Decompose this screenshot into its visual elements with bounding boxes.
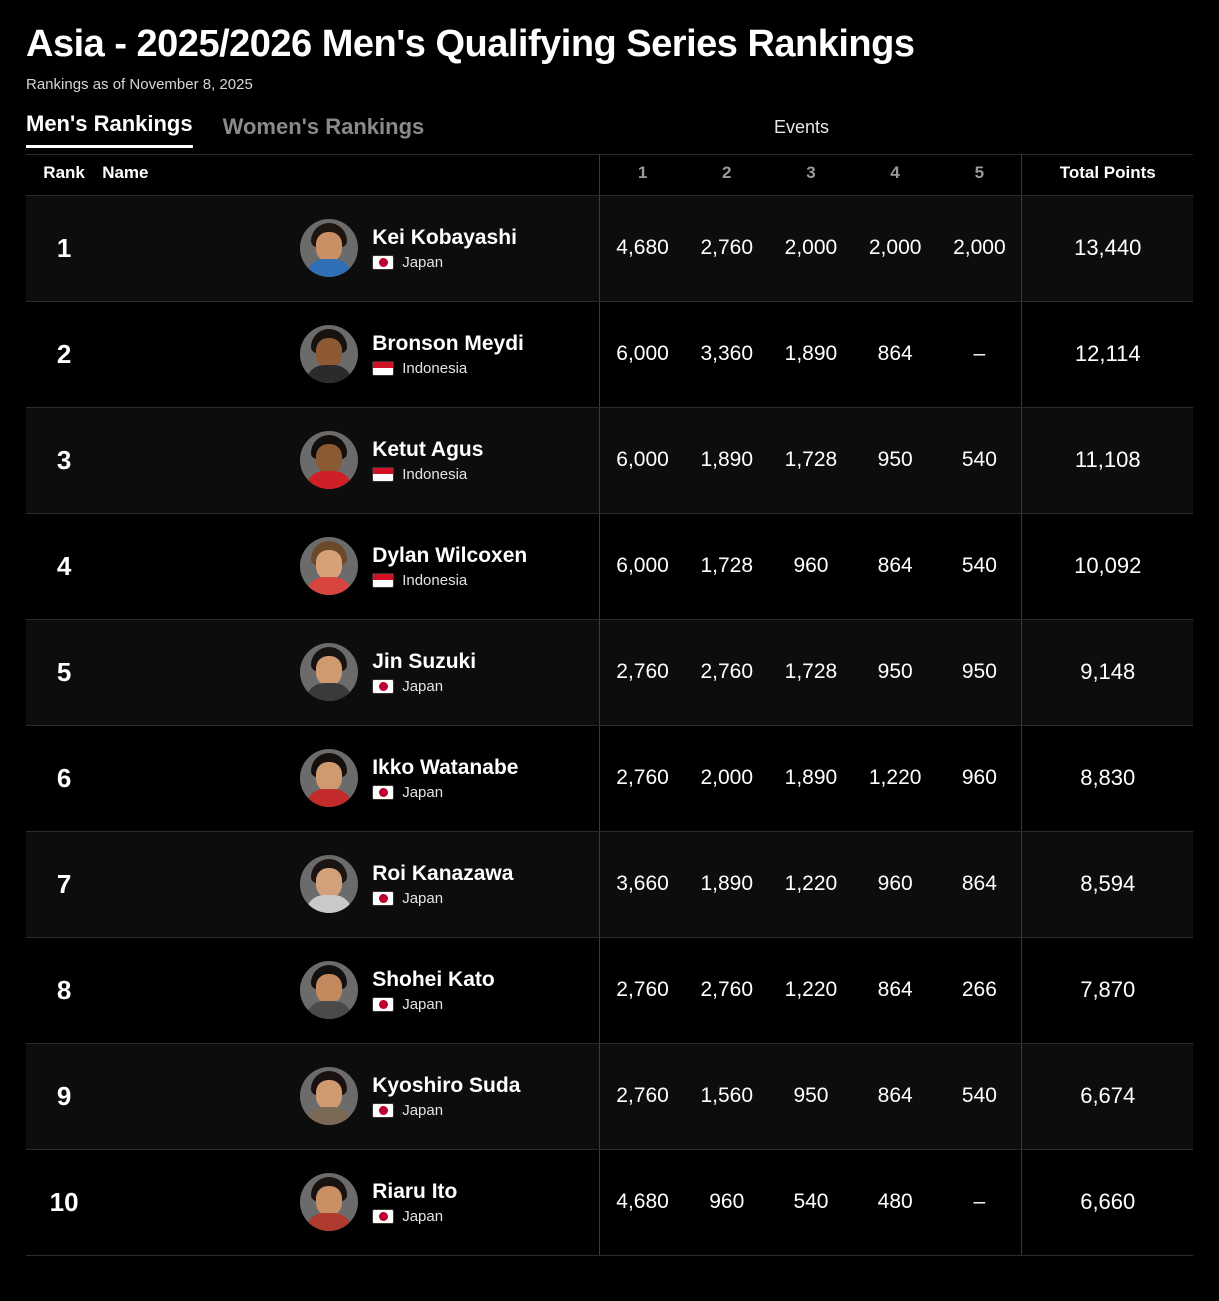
row-event-1: 2,760 [600, 937, 685, 1043]
athlete [102, 537, 598, 595]
athlete-country [372, 890, 513, 907]
row-event-1: 4,680 [600, 1149, 685, 1255]
flag-japan-icon [372, 1103, 394, 1118]
column-header-event-5: 5 [937, 154, 1022, 195]
row-event-4: 864 [853, 937, 937, 1043]
athlete-name: Ikko Watanabe [372, 755, 519, 779]
row-rank: 5 [26, 619, 102, 725]
row-event-2: 2,760 [685, 619, 769, 725]
events-group-label: Events [774, 116, 830, 137]
tab-womens-rankings[interactable]: Women's Rankings [222, 113, 425, 139]
row-name-cell [102, 619, 600, 725]
row-event-4: 1,220 [853, 725, 937, 831]
row-rank: 4 [26, 513, 102, 619]
row-event-2: 2,000 [685, 725, 769, 831]
row-rank: 7 [26, 831, 102, 937]
athlete-country [372, 1102, 520, 1119]
country-label: Indonesia [402, 465, 468, 483]
row-event-2: 2,760 [685, 937, 769, 1043]
country-label: Japan [402, 783, 444, 801]
row-event-1: 2,760 [600, 619, 685, 725]
row-event-4: 864 [853, 513, 937, 619]
flag-japan-icon [372, 891, 394, 906]
row-event-2: 1,890 [685, 831, 769, 937]
country-label: Japan [402, 1207, 444, 1225]
row-event-5: 2,000 [937, 195, 1022, 301]
row-name-cell [102, 725, 600, 831]
row-event-3: 2,000 [769, 195, 853, 301]
row-event-3: 950 [769, 1043, 853, 1149]
row-event-1: 4,680 [600, 195, 685, 301]
row-name-cell [102, 301, 600, 407]
flag-japan-icon [372, 1209, 394, 1224]
athlete-country [372, 466, 483, 483]
athlete-name: Kei Kobayashi [372, 225, 517, 249]
row-event-2: 1,728 [685, 513, 769, 619]
row-event-5: 540 [937, 1043, 1022, 1149]
row-name-cell [102, 407, 600, 513]
table-row[interactable] [26, 301, 1193, 407]
athlete-country [372, 784, 518, 801]
country-label: Japan [402, 677, 444, 695]
table-row[interactable] [26, 1043, 1193, 1149]
row-event-3: 1,728 [769, 407, 853, 513]
athlete-country [372, 254, 517, 271]
avatar [300, 325, 358, 383]
athlete-name: Shohei Kato [372, 967, 495, 991]
table-row[interactable] [26, 407, 1193, 513]
athlete-country [372, 360, 524, 377]
row-event-1: 6,000 [600, 513, 685, 619]
athlete-name: Jin Suzuki [372, 649, 477, 673]
column-header-rank: Rank [26, 154, 102, 195]
flag-japan-icon [372, 255, 394, 270]
row-event-5: 960 [937, 725, 1022, 831]
row-total-points: 11,108 [1022, 407, 1193, 513]
athlete-country [372, 996, 495, 1013]
column-header-event-2: 2 [685, 154, 769, 195]
table-row[interactable] [26, 937, 1193, 1043]
athlete [102, 1173, 598, 1231]
row-name-cell [102, 937, 600, 1043]
row-event-5: 266 [937, 937, 1022, 1043]
row-event-4: 480 [853, 1149, 937, 1255]
row-event-3: 1,220 [769, 937, 853, 1043]
row-rank: 2 [26, 301, 102, 407]
row-event-3: 1,220 [769, 831, 853, 937]
row-total-points: 8,830 [1022, 725, 1193, 831]
row-event-4: 864 [853, 1043, 937, 1149]
row-event-4: 864 [853, 301, 937, 407]
row-event-1: 2,760 [600, 1043, 685, 1149]
athlete-country [372, 572, 527, 589]
row-event-3: 960 [769, 513, 853, 619]
athlete-name: Ketut Agus [372, 437, 484, 461]
avatar [300, 961, 358, 1019]
row-total-points: 13,440 [1022, 195, 1193, 301]
flag-japan-icon [372, 785, 394, 800]
column-header-event-1: 1 [600, 154, 685, 195]
column-header-total-points: Total Points [1022, 154, 1193, 195]
row-name-cell [102, 831, 600, 937]
column-header-event-3: 3 [769, 154, 853, 195]
row-rank: 9 [26, 1043, 102, 1149]
rankings-tabs [26, 111, 1193, 148]
country-label: Japan [402, 995, 444, 1013]
avatar [300, 1173, 358, 1231]
rankings-table [26, 154, 1193, 1256]
country-label: Indonesia [402, 571, 468, 589]
row-event-5: 540 [937, 407, 1022, 513]
athlete [102, 219, 598, 277]
table-header-row [26, 154, 1193, 195]
row-rank: 3 [26, 407, 102, 513]
row-event-3: 540 [769, 1149, 853, 1255]
row-event-1: 6,000 [600, 407, 685, 513]
athlete [102, 431, 598, 489]
row-event-5: – [937, 301, 1022, 407]
row-event-3: 1,890 [769, 301, 853, 407]
flag-japan-icon [372, 997, 394, 1012]
avatar [300, 1067, 358, 1125]
tab-mens-rankings[interactable]: Men's Rankings [26, 111, 193, 148]
flag-indonesia-icon [372, 361, 394, 376]
athlete [102, 961, 598, 1019]
avatar [300, 537, 358, 595]
row-name-cell [102, 1149, 600, 1255]
row-rank: 10 [26, 1149, 102, 1255]
avatar [300, 219, 358, 277]
country-label: Japan [402, 253, 444, 271]
country-label: Japan [402, 1101, 444, 1119]
row-total-points: 12,114 [1022, 301, 1193, 407]
row-event-5: 864 [937, 831, 1022, 937]
athlete [102, 643, 598, 701]
row-event-2: 3,360 [685, 301, 769, 407]
athlete-name: Riaru Ito [372, 1179, 458, 1203]
column-header-name: Name [102, 154, 600, 195]
flag-indonesia-icon [372, 573, 394, 588]
row-total-points: 6,674 [1022, 1043, 1193, 1149]
row-event-2: 960 [685, 1149, 769, 1255]
athlete-name: Dylan Wilcoxen [372, 543, 528, 567]
row-event-4: 950 [853, 619, 937, 725]
flag-indonesia-icon [372, 467, 394, 482]
row-event-3: 1,728 [769, 619, 853, 725]
row-total-points: 8,594 [1022, 831, 1193, 937]
row-total-points: 7,870 [1022, 937, 1193, 1043]
table-row[interactable] [26, 513, 1193, 619]
row-event-5: – [937, 1149, 1022, 1255]
athlete-name: Kyoshiro Suda [372, 1073, 521, 1097]
row-event-2: 1,890 [685, 407, 769, 513]
table-row[interactable] [26, 195, 1193, 301]
row-event-2: 1,560 [685, 1043, 769, 1149]
table-row[interactable] [26, 619, 1193, 725]
row-rank: 6 [26, 725, 102, 831]
athlete-name: Roi Kanazawa [372, 861, 514, 885]
row-total-points: 10,092 [1022, 513, 1193, 619]
row-name-cell [102, 195, 600, 301]
row-event-1: 3,660 [600, 831, 685, 937]
avatar [300, 749, 358, 807]
row-event-5: 950 [937, 619, 1022, 725]
column-header-event-4: 4 [853, 154, 937, 195]
athlete [102, 855, 598, 913]
row-event-5: 540 [937, 513, 1022, 619]
row-event-4: 2,000 [853, 195, 937, 301]
row-total-points: 6,660 [1022, 1149, 1193, 1255]
table-row[interactable] [26, 831, 1193, 937]
avatar [300, 431, 358, 489]
flag-japan-icon [372, 679, 394, 694]
country-label: Indonesia [402, 359, 468, 377]
country-label: Japan [402, 889, 444, 907]
table-header [26, 154, 1193, 195]
rankings-date: Rankings as of November 8, 2025 [26, 75, 253, 93]
row-event-2: 2,760 [685, 195, 769, 301]
athlete-name: Bronson Meydi [372, 331, 524, 355]
athlete [102, 1067, 598, 1125]
row-rank: 1 [26, 195, 102, 301]
athlete [102, 325, 598, 383]
athlete-country [372, 1208, 457, 1225]
row-event-1: 2,760 [600, 725, 685, 831]
page-title: Asia - 2025/2026 Men's Qualifying Series Rankings [26, 23, 915, 65]
table-row[interactable] [26, 1149, 1193, 1255]
row-total-points: 9,148 [1022, 619, 1193, 725]
table-body [26, 195, 1193, 1255]
row-rank: 8 [26, 937, 102, 1043]
athlete-country [372, 678, 476, 695]
table-row[interactable] [26, 725, 1193, 831]
row-event-4: 960 [853, 831, 937, 937]
row-event-1: 6,000 [600, 301, 685, 407]
row-name-cell [102, 513, 600, 619]
row-event-4: 950 [853, 407, 937, 513]
avatar [300, 855, 358, 913]
avatar [300, 643, 358, 701]
row-name-cell [102, 1043, 600, 1149]
athlete [102, 749, 598, 807]
row-event-3: 1,890 [769, 725, 853, 831]
